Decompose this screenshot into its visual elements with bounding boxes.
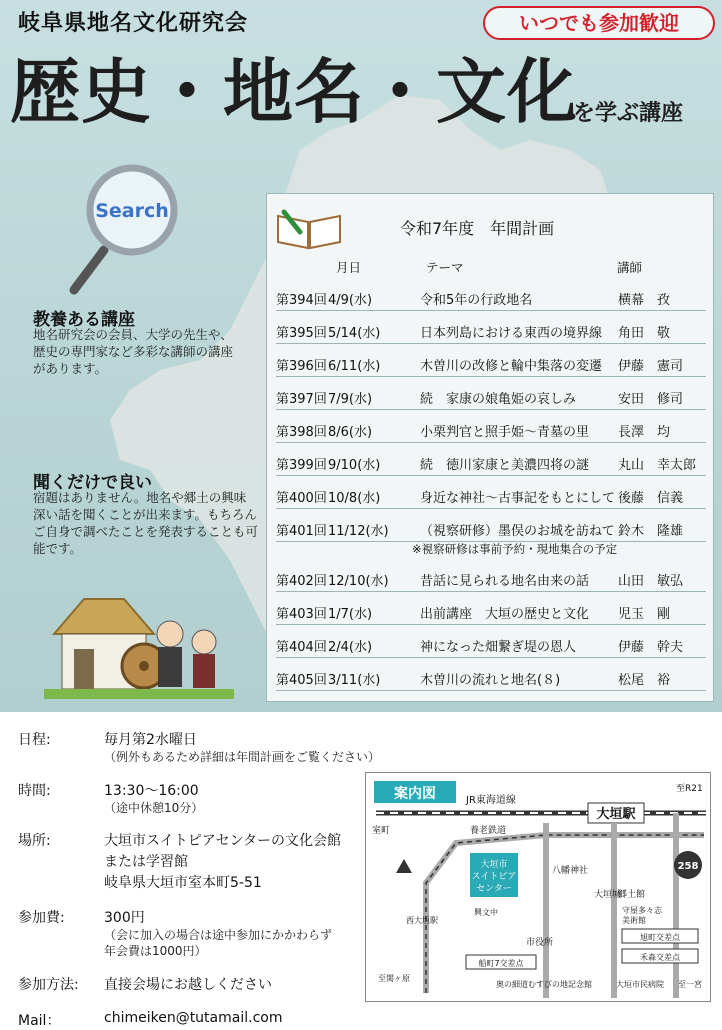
map-oku-museum: 奥の細道むすびの地記念館	[496, 980, 592, 989]
lecture-number: 第394回	[276, 293, 327, 308]
col-header-theme: テーマ	[426, 260, 464, 275]
lecture-theme: 日本列島における東西の境界線	[420, 326, 603, 341]
fee-value: 300円	[104, 910, 145, 926]
lecture-number: 第403回	[276, 607, 327, 622]
map-route-258: 258	[677, 861, 699, 872]
lecture-lecturer: 松尾 裕	[618, 673, 671, 688]
schedule-note: ※視察研修は事前予約・現地集合の予定	[412, 542, 618, 556]
schedule-row	[276, 417, 706, 443]
lecture-date: 4/9(水)	[328, 293, 373, 308]
map-to-sekigahara: 至関ヶ原	[378, 974, 410, 983]
section-body-listen	[33, 489, 265, 557]
map-title: 案内図	[394, 786, 436, 802]
lecture-date: 3/11(水)	[328, 673, 381, 688]
lecture-date: 7/9(水)	[328, 392, 373, 407]
map-nishi-ogaki: 西大垣駅	[406, 916, 438, 925]
access-map-drawing	[366, 773, 710, 1001]
schedule-title: 令和7年度 年間計画	[400, 219, 555, 238]
lecture-lecturer: 伊藤 憲司	[618, 359, 684, 374]
map-yoro: 養老鉄道	[470, 826, 507, 836]
lecture-theme: 身近な神社～古事記をもとにして	[420, 491, 616, 506]
farmhouse-illustration	[44, 594, 234, 704]
col-header-lecturer: 講師	[617, 260, 643, 275]
access-map	[365, 772, 711, 1002]
lecture-number: 第398回	[276, 425, 327, 440]
schedule-row	[276, 665, 706, 691]
lecture-theme: （視察研修）墨俣のお城を訪ねて	[420, 524, 615, 539]
lecture-theme: 出前講座 大垣の歴史と文化	[420, 607, 590, 622]
lecture-number: 第405回	[276, 673, 327, 688]
time-value: 13:30～16:00	[104, 783, 199, 799]
search-text: Search	[95, 200, 169, 222]
map-funamachi: 船町7交差点	[478, 959, 524, 968]
lecture-theme: 木曽川の流れと地名(８)	[420, 673, 561, 688]
lecture-lecturer: 横幕 孜	[618, 293, 671, 308]
text-line: があります。	[33, 361, 108, 376]
map-hospital: 大垣市民病院	[616, 980, 664, 989]
search-magnifier-icon	[62, 160, 182, 300]
lecture-theme: 木曽川の改修と輪中集落の変遷	[420, 359, 603, 374]
lecture-lecturer: 鈴木 隆雄	[618, 524, 684, 539]
lecture-date: 6/11(水)	[328, 359, 381, 374]
fee-note-1: （会に加入の場合は途中参加にかかわらず	[104, 928, 333, 942]
place-line-3: 岐阜県大垣市室本町5-51	[104, 875, 262, 891]
map-tamaya-1: 守屋多々志	[622, 906, 662, 915]
lecture-date: 10/8(水)	[328, 491, 381, 506]
lecture-number: 第395回	[276, 326, 327, 341]
schedule-row	[276, 351, 706, 377]
lecture-date: 2/4(水)	[328, 640, 373, 655]
lecture-theme: 続 徳川家康と美濃四将の謎	[420, 458, 590, 473]
date-label: 日程:	[18, 732, 51, 748]
map-muromachi: 室町	[372, 826, 391, 836]
fee-note-2: 年会費は1000円）	[104, 944, 207, 958]
map-center-1: 大垣市	[480, 860, 508, 870]
text-line: ご自身で調べたことを発表することも可	[33, 524, 259, 539]
lecture-date: 5/14(水)	[328, 326, 381, 341]
lecture-date: 12/10(水)	[328, 574, 389, 589]
text-line: 地名研究会の会員、大学の先生や、	[33, 327, 233, 342]
schedule-row	[276, 483, 706, 509]
title-suffix: を学ぶ講座	[573, 101, 684, 126]
time-label: 時間:	[18, 783, 51, 799]
schedule-row	[276, 599, 706, 625]
lecture-date: 11/12(水)	[328, 524, 389, 539]
lecture-theme: 神になった畑繋ぎ堤の恩人	[420, 640, 577, 655]
mail-label: Mail：	[18, 1013, 61, 1029]
lecture-theme: 続 家康の娘亀姫の哀しみ	[420, 392, 577, 407]
text-line: 宿題はありません。地名や郷土の興味	[33, 490, 247, 505]
book-icon	[274, 206, 344, 250]
map-center-3: センター	[476, 884, 512, 894]
map-castle: 大垣城	[594, 890, 622, 900]
mail-link[interactable]: chimeiken@tutamail.com	[104, 1010, 283, 1026]
map-station: 大垣駅	[596, 807, 636, 822]
schedule-row	[276, 450, 706, 476]
map-asahi: 旭町交差点	[640, 933, 680, 942]
lecture-lecturer: 安田 修司	[618, 392, 684, 407]
lecture-number: 第397回	[276, 392, 327, 407]
lecture-lecturer: 山田 敏弘	[618, 574, 684, 589]
map-center-2: スイトピア	[471, 872, 517, 882]
map-jr-line: JR東海道線	[466, 795, 516, 806]
map-to-ichinomiya: 至一宮	[678, 980, 702, 989]
map-city-hall: 市役所	[526, 938, 554, 948]
text-line: 深い話を聞くことが出来ます。もちろん	[33, 507, 258, 522]
time-note: （途中休憩10分）	[104, 801, 204, 815]
schedule-panel	[266, 193, 714, 702]
schedule-row	[276, 516, 706, 542]
lecture-theme: 令和5年の行政地名	[420, 293, 533, 308]
place-line-1: 大垣市スイトピアセンターの文化会館	[104, 833, 342, 849]
lecture-date: 9/10(水)	[328, 458, 381, 473]
text-line: 歴史の専門家など多彩な講師の講座	[33, 344, 234, 359]
map-nomori: 禾森交差点	[640, 953, 680, 962]
lecture-lecturer: 後藤 信義	[618, 491, 684, 506]
lecture-number: 第404回	[276, 640, 327, 655]
lecture-date: 8/6(水)	[328, 425, 373, 440]
lecture-number: 第401回	[276, 524, 327, 539]
lecture-lecturer: 児玉 剛	[618, 607, 671, 622]
lecture-number: 第400回	[276, 491, 327, 506]
col-header-date: 月日	[336, 260, 362, 275]
schedule-row	[276, 318, 706, 344]
main-title: 歴史・地名・文化	[10, 51, 578, 133]
map-tamaya-2: 美術館	[622, 916, 646, 925]
text-line: 能です。	[33, 541, 83, 556]
lecture-number: 第399回	[276, 458, 327, 473]
lecture-lecturer: 伊藤 幹夫	[618, 640, 684, 655]
map-school: 興文中	[474, 908, 498, 917]
lecture-number: 第396回	[276, 359, 327, 374]
place-line-2: または学習館	[104, 854, 188, 870]
fee-label: 参加費:	[18, 910, 65, 926]
date-note: （例外もあるため詳細は年間計画をご覧ください）	[104, 750, 381, 764]
method-label: 参加方法:	[18, 977, 79, 993]
date-value: 毎月第2水曜日	[104, 732, 197, 748]
map-shrine: 八幡神社	[552, 866, 589, 876]
schedule-row	[276, 632, 706, 658]
method-value: 直接会場にお越しください	[104, 977, 272, 993]
map-to-r21: 至R21	[676, 784, 703, 794]
schedule-row	[276, 384, 706, 410]
schedule-row	[276, 285, 706, 311]
lecture-theme: 小栗判官と照手姫～青墓の里	[420, 425, 590, 440]
map-museum: 郷土館	[618, 890, 646, 900]
lecture-lecturer: 長澤 均	[618, 425, 671, 440]
lecture-number: 第402回	[276, 574, 327, 589]
section-title-lectures: 教養ある講座	[33, 310, 135, 330]
section-title-listen: 聞くだけで良い	[33, 473, 152, 493]
lecture-date: 1/7(水)	[328, 607, 373, 622]
place-label: 場所:	[18, 833, 51, 849]
lecture-theme: 昔話に見られる地名由来の話	[420, 574, 590, 589]
org-name: 岐阜県地名文化研究会	[18, 11, 249, 36]
welcome-badge: いつでも参加歓迎	[483, 6, 715, 40]
lecture-lecturer: 丸山 幸太郎	[618, 458, 697, 473]
section-body-lectures	[33, 326, 265, 377]
lecture-lecturer: 角田 敬	[618, 326, 671, 341]
schedule-row	[276, 566, 706, 592]
